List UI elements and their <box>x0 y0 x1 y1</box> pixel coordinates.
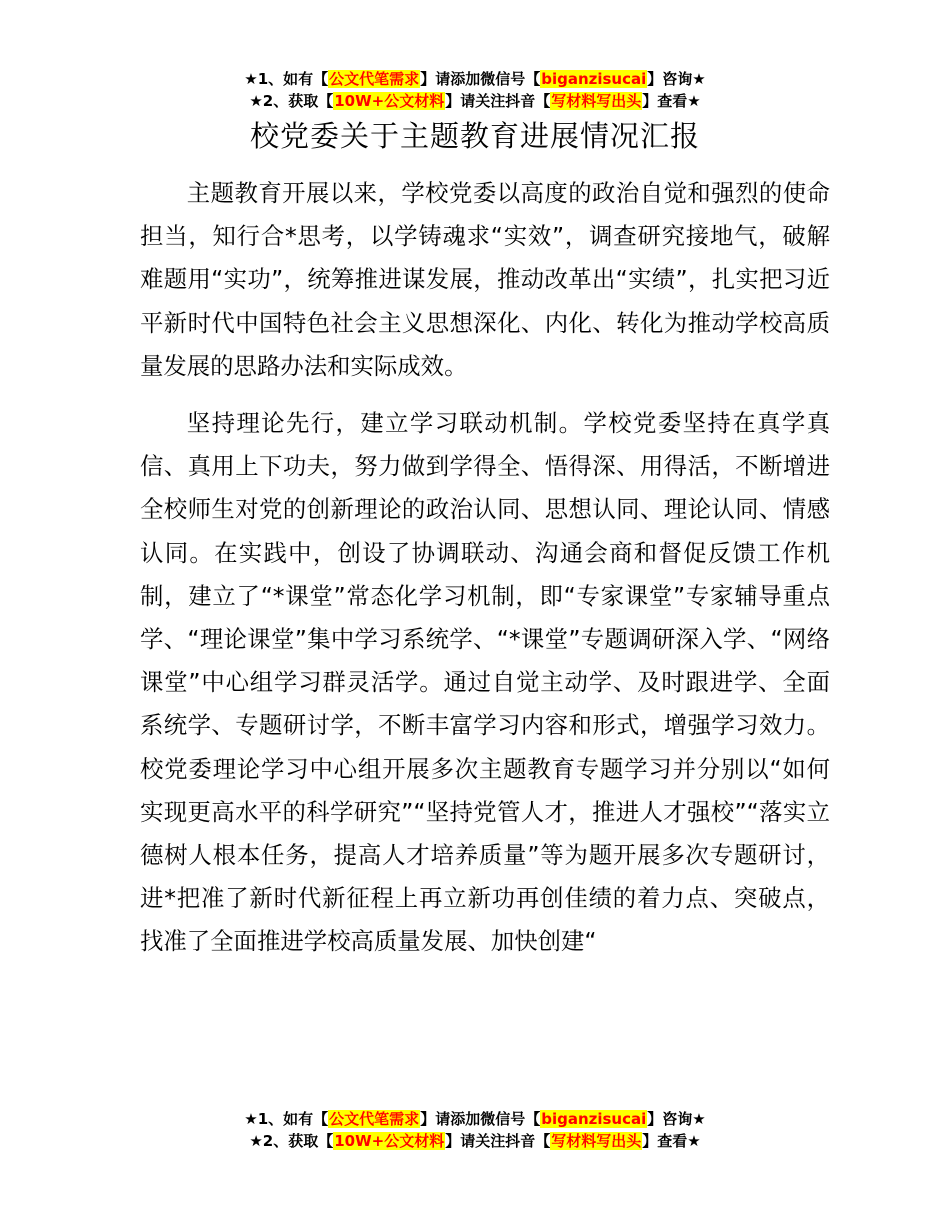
header-banner-line-2: ★2、获取【10W+公文材料】请关注抖音【写材料写出头】查看★ <box>249 92 701 110</box>
paragraph-theory-first: 坚持理论先行，建立学习联动机制。学校党委坚持在真学真信、真用上下功夫，努力做到学得全、悟得深、用得活，不断增进全校师生对党的创新理论的政治认同、思想认同、理论认同、情感认同。在实践中，创设了协调联动、沟通会商和督促反馈工作机制，建立了“*课堂”常态化学习机制，即“专家课堂”专家辅导重点学、“理论课堂”集中学习系统学、“*课堂”专题调研深入学、“网络课堂”中心组学习群灵活学。通过自觉主动学、及时跟进学、全面系统学、专题研讨学，不断丰富学习内容和形式，增强学习效力。校党委理论学习中心组开展多次主题教育专题学习并分别以“如何实现更高水平的科学研究”“坚持党管人才，推进人才强校”“落实立德树人根本任务，提高人才培养质量”等为题开展多次专题研讨，进*把准了新时代新征程上再立新功再创佳绩的着力点、突破点，找准了全面推进学校高质量发展、加快创建“ <box>140 409 830 956</box>
footer-banner-line-2: ★2、获取【10W+公文材料】请关注抖音【写材料写出头】查看★ <box>249 1132 701 1150</box>
header-highlight-ghostwriting: 公文代笔需求 <box>329 70 420 88</box>
header-banner-line-1: ★1、如有【公文代笔需求】请添加微信号【biganzisucai】咨询★ <box>244 70 706 88</box>
footer-highlight-douyin: 写材料写出头 <box>551 1132 642 1150</box>
footer-highlight-wechat-id: biganzisucai <box>541 1110 647 1128</box>
footer-highlight-ghostwriting: 公文代笔需求 <box>329 1110 420 1128</box>
document-title: 校党委关于主题教育进展情况汇报 <box>249 119 700 153</box>
footer-banner <box>0 1108 950 1152</box>
footer-banner-line-1: ★1、如有【公文代笔需求】请添加微信号【biganzisucai】咨询★ <box>244 1110 706 1128</box>
paragraph-intro: 主题教育开展以来，学校党委以高度的政治自觉和强烈的使命担当，知行合*思考，以学铸魂求“实效”，调查研究接地气，破解难题用“实功”，统筹推进谋发展，推动改革出“实绩”，扎实把习近平新时代中国特色社会主义思想深化、内化、转化为推动学校高质量发展的思路办法和实际成效。 <box>140 179 830 380</box>
header-highlight-wechat-id: biganzisucai <box>541 70 647 88</box>
header-highlight-douyin: 写材料写出头 <box>551 92 642 110</box>
footer-highlight-materials: 10W+公文材料 <box>334 1132 445 1150</box>
header-highlight-materials: 10W+公文材料 <box>334 92 445 110</box>
document-body <box>140 172 830 978</box>
header-banner <box>0 68 950 112</box>
